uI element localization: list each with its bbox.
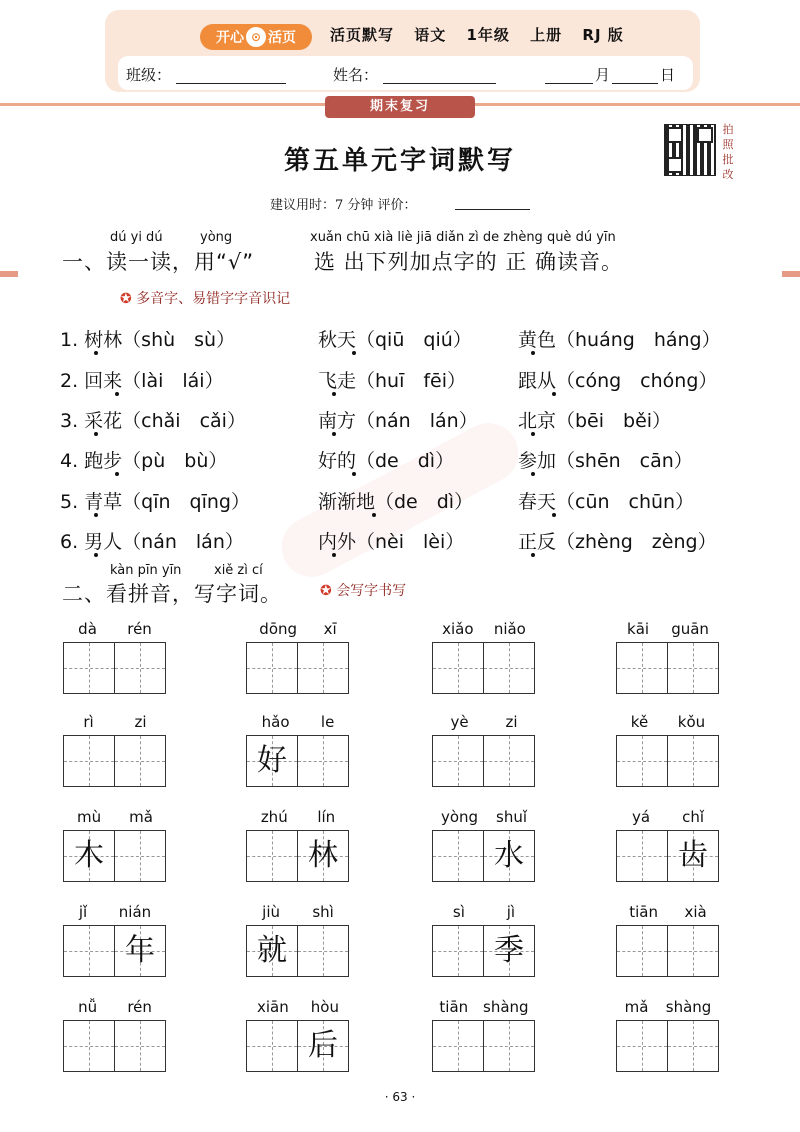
question-item[interactable]: 北京（bēi běi） [518,410,672,432]
pinyin-syllable: sì [452,903,465,921]
word-pinyin [432,903,536,921]
tianzige-pair [616,925,720,977]
word-pinyin [246,903,350,921]
question-item[interactable]: 黄色（huáng háng） [518,329,721,351]
given-character: 季 [494,933,524,968]
emphasis-dot [94,553,98,557]
writing-cell[interactable] [484,830,535,882]
pinyin-syllable: jiù [262,903,280,921]
pinyin-syllable: kě [630,713,649,731]
question-item[interactable]: 内外（nèi lèi） [318,531,465,553]
word-writing-item [432,808,536,882]
pinyin-syllable: zi [505,713,518,731]
tianzige-pair [246,830,350,882]
hint-text: 会写字书写 [336,583,407,599]
emphasis-dot [531,553,535,557]
month-field[interactable] [545,82,593,84]
section2-heading: 二、看拼音，写字词。 [62,582,282,606]
word-pinyin [63,998,167,1016]
writing-cell[interactable] [63,642,115,694]
word-pinyin [432,998,536,1016]
given-character: 年 [125,933,155,968]
pinyin-syllable: dà [78,620,97,638]
emphasis-dot [94,351,98,355]
subject-label: 语文 [414,26,447,44]
pinyin-syllable: nián [118,903,152,921]
pinyin-syllable: mǎ [624,998,649,1016]
pinyin-syllable: xià [684,903,707,921]
pinyin-syllable: zhú [260,808,288,826]
emphasis-dot [332,553,336,557]
question-item[interactable]: 2. 回来（lài lái） [60,370,224,392]
writing-cell[interactable] [246,735,298,787]
pinyin-syllable: chǐ [682,808,704,826]
pinyin-syllable: xī [323,620,337,638]
word-pinyin [616,713,720,731]
writing-cell[interactable] [484,642,535,694]
word-pinyin [616,808,720,826]
pinyin-syllable: rì [83,713,94,731]
tianzige-pair [246,1020,350,1072]
writing-cell[interactable] [115,1020,166,1072]
writing-cell[interactable] [432,830,484,882]
logo-badge-icon: ⊙ [246,27,266,47]
word-pinyin [63,903,167,921]
question-item[interactable]: 南方（nán lán） [318,410,478,432]
series-label: 活页默写 [330,26,395,44]
word-writing-item [246,713,350,787]
pinyin-syllable: rén [127,620,152,638]
pinyin-syllable: xiān [257,998,289,1016]
tianzige-pair [63,830,167,882]
word-writing-item [616,903,720,977]
word-pinyin [432,713,536,731]
tianzige-pair [246,642,350,694]
word-writing-item [432,620,536,694]
page-number: · 63 · [384,1090,416,1104]
writing-cell[interactable] [668,925,719,977]
writing-cell[interactable] [616,735,668,787]
tianzige-pair [246,925,350,977]
emphasis-dot [531,432,535,436]
pinyin-syllable: yá [632,808,651,826]
pinyin-syllable: kǒu [677,713,706,731]
word-pinyin [63,713,167,731]
writing-cell[interactable] [668,830,719,882]
section1-hint [120,288,290,308]
given-character: 水 [494,838,524,873]
emphasis-dot [352,351,356,355]
section-band: 期末复习 [325,96,475,118]
word-writing-item [616,620,720,694]
word-writing-item [63,808,167,882]
writing-cell[interactable] [616,830,668,882]
volume-label: 上册 [530,26,563,44]
emphasis-dot [332,392,336,396]
pinyin-syllable: tiān [439,998,469,1016]
pinyin-syllable: rén [127,998,152,1016]
writing-cell[interactable] [484,1020,535,1072]
word-writing-item [616,998,720,1072]
writing-cell[interactable] [484,735,535,787]
emphasis-dot [552,392,556,396]
question-item[interactable]: 5. 青草（qīn qīng） [60,491,250,513]
section1-heading-a: 一、读一读，用“√” [62,250,255,274]
tianzige-pair [432,735,536,787]
given-character: 好 [257,743,287,778]
qr-finder [697,127,713,143]
word-writing-item [432,903,536,977]
pinyin-syllable: shuǐ [496,808,528,826]
qr-char: 拍 [722,123,734,136]
writing-cell[interactable] [246,925,298,977]
pinyin-syllable: le [320,713,335,731]
header-meta [330,24,638,45]
word-pinyin [246,620,350,638]
left-edge-tab [0,271,18,277]
tianzige-pair [432,642,536,694]
pinyin-annotation: kàn pīn yīn [110,563,182,578]
writing-cell[interactable] [668,735,719,787]
pinyin-syllable: jǐ [78,903,88,921]
writing-cell[interactable] [63,830,115,882]
writing-cell[interactable] [115,830,166,882]
word-writing-item [246,808,350,882]
pinyin-syllable: zi [134,713,147,731]
writing-cell[interactable] [668,642,719,694]
word-pinyin [616,998,720,1016]
tianzige-pair [616,1020,720,1072]
writing-cell[interactable] [432,642,484,694]
question-item[interactable]: 6. 男人（nán lán） [60,531,244,553]
word-writing-item [246,998,350,1072]
hint-star-icon: ✪ [320,583,332,599]
emphasis-dot [552,513,556,517]
writing-cell[interactable] [484,925,535,977]
given-character: 林 [308,838,338,873]
emphasis-dot [94,432,98,436]
writing-cell[interactable] [298,925,349,977]
tianzige-pair [63,735,167,787]
tianzige-pair [63,1020,167,1072]
question-item[interactable]: 参加（shēn cān） [518,450,693,472]
name-field[interactable] [383,82,496,84]
word-pinyin [63,808,167,826]
word-writing-item [63,620,167,694]
writing-cell[interactable] [246,1020,298,1072]
word-writing-item [616,808,720,882]
writing-cell[interactable] [115,642,166,694]
writing-cell[interactable] [616,925,668,977]
pinyin-syllable: hòu [310,998,339,1016]
question-item[interactable]: 渐渐地（de dì） [318,491,474,513]
emphasis-dot [372,513,376,517]
tianzige-pair [63,925,167,977]
question-item[interactable]: 春天（cūn chūn） [518,491,695,513]
pinyin-syllable: guān [671,620,709,638]
writing-cell[interactable] [432,735,484,787]
writing-cell[interactable] [298,1020,349,1072]
pinyin-syllable: mù [77,808,102,826]
question-item[interactable]: 好的（de dì） [318,450,455,472]
right-edge-tab [782,271,800,277]
brand-logo [200,24,312,50]
emphasis-dot [531,472,535,476]
given-character: 后 [308,1028,338,1063]
writing-cell[interactable] [432,925,484,977]
section1-heading-b: 选 出下列加点字的 正 确读音。 [314,250,624,274]
pinyin-syllable: shì [312,903,334,921]
word-writing-item [432,998,536,1072]
tianzige-pair [246,735,350,787]
tianzige-pair [432,830,536,882]
qr-side-text [720,122,736,182]
suggested-time: 建议用时：7 分钟 评价： [270,198,417,213]
word-writing-item [246,620,350,694]
pinyin-syllable: kāi [627,620,650,638]
given-character: 就 [257,933,287,968]
grade-label: 1年级 [466,26,510,44]
writing-cell[interactable] [298,830,349,882]
tianzige-pair [63,642,167,694]
writing-cell[interactable] [298,735,349,787]
writing-cell[interactable] [668,1020,719,1072]
writing-cell[interactable] [616,1020,668,1072]
writing-cell[interactable] [616,642,668,694]
pinyin-annotation: xiě zì cí [214,563,263,578]
pinyin-annotation: yòng [200,230,233,245]
word-pinyin [63,620,167,638]
emphasis-dot [115,392,119,396]
writing-cell[interactable] [63,1020,115,1072]
writing-cell[interactable] [63,735,115,787]
pinyin-syllable: jì [506,903,516,921]
pinyin-syllable: niǎo [493,620,526,638]
given-character: 木 [74,838,104,873]
question-item[interactable]: 飞走（huī fēi） [318,370,467,392]
pinyin-annotation: dú yi dú [110,230,163,245]
pinyin-syllable: hǎo [261,713,290,731]
pinyin-annotation: xuǎn chū xià liè jiā diǎn zì de zhèng què dú yīn [310,230,616,245]
qr-code-icon[interactable] [664,124,716,176]
pinyin-syllable: dōng [259,620,298,638]
qr-char: 照 [722,138,734,151]
writing-cell[interactable] [63,925,115,977]
word-writing-item [616,713,720,787]
qr-finder [667,157,683,173]
question-item[interactable]: 跟从（cóng chóng） [518,370,718,392]
word-writing-item [246,903,350,977]
emphasis-dot [332,432,336,436]
writing-cell[interactable] [298,642,349,694]
tianzige-pair [616,830,720,882]
word-pinyin [432,620,536,638]
hint-text: 多音字、易错字字音识记 [136,291,291,307]
page-title: 第五单元字词默写 [283,146,516,176]
pinyin-syllable: shàng [665,998,712,1016]
question-item[interactable]: 1. 树林（shù sù） [60,329,236,351]
qr-finder [667,127,683,143]
pinyin-syllable: shàng [483,998,529,1016]
word-writing-item [432,713,536,787]
word-pinyin [616,903,720,921]
pinyin-syllable: lín [317,808,336,826]
class-label: 班级： [126,66,172,84]
question-item[interactable]: 3. 采花（chǎi cǎi） [60,410,246,432]
hint-star-icon: ✪ [120,291,132,307]
writing-cell[interactable] [115,925,166,977]
section2-hint [320,580,406,600]
day-label: 日 [660,66,676,84]
word-writing-item [63,903,167,977]
pinyin-syllable: mǎ [129,808,153,826]
given-character: 齿 [678,838,708,873]
emphasis-dot [115,472,119,476]
emphasis-dot [352,472,356,476]
writing-cell[interactable] [115,735,166,787]
word-pinyin [246,808,350,826]
pinyin-syllable: yòng [440,808,479,826]
pinyin-syllable: xiǎo [442,620,474,638]
question-item[interactable]: 正反（zhèng zèng） [518,531,717,553]
tianzige-pair [432,1020,536,1072]
word-pinyin [246,713,350,731]
qr-char: 批 [722,153,734,166]
class-field[interactable] [176,82,286,84]
tianzige-pair [616,642,720,694]
tianzige-pair [616,735,720,787]
logo-text-right: 活页 [268,30,296,46]
pinyin-syllable: nǚ [78,998,98,1016]
pinyin-syllable: tiān [629,903,658,921]
question-item[interactable]: 4. 跑步（pù bù） [60,450,228,472]
qr-char: 改 [722,168,734,181]
question-item[interactable]: 秋天（qiū qiú） [318,329,472,351]
month-label: 月 [595,66,611,84]
name-label: 姓名： [333,66,379,84]
logo-text-left: 开心 [216,30,244,46]
word-pinyin [616,620,720,638]
emphasis-dot [531,351,535,355]
writing-cell[interactable] [432,1020,484,1072]
tianzige-pair [432,925,536,977]
word-writing-item [63,998,167,1072]
pinyin-syllable: yè [450,713,469,731]
evaluation-field[interactable] [455,209,530,210]
emphasis-dot [94,513,98,517]
day-field[interactable] [612,82,658,84]
word-pinyin [432,808,536,826]
writing-cell[interactable] [246,642,298,694]
word-writing-item [63,713,167,787]
writing-cell[interactable] [246,830,298,882]
word-pinyin [246,998,350,1016]
edition-label: RJ 版 [582,26,624,44]
